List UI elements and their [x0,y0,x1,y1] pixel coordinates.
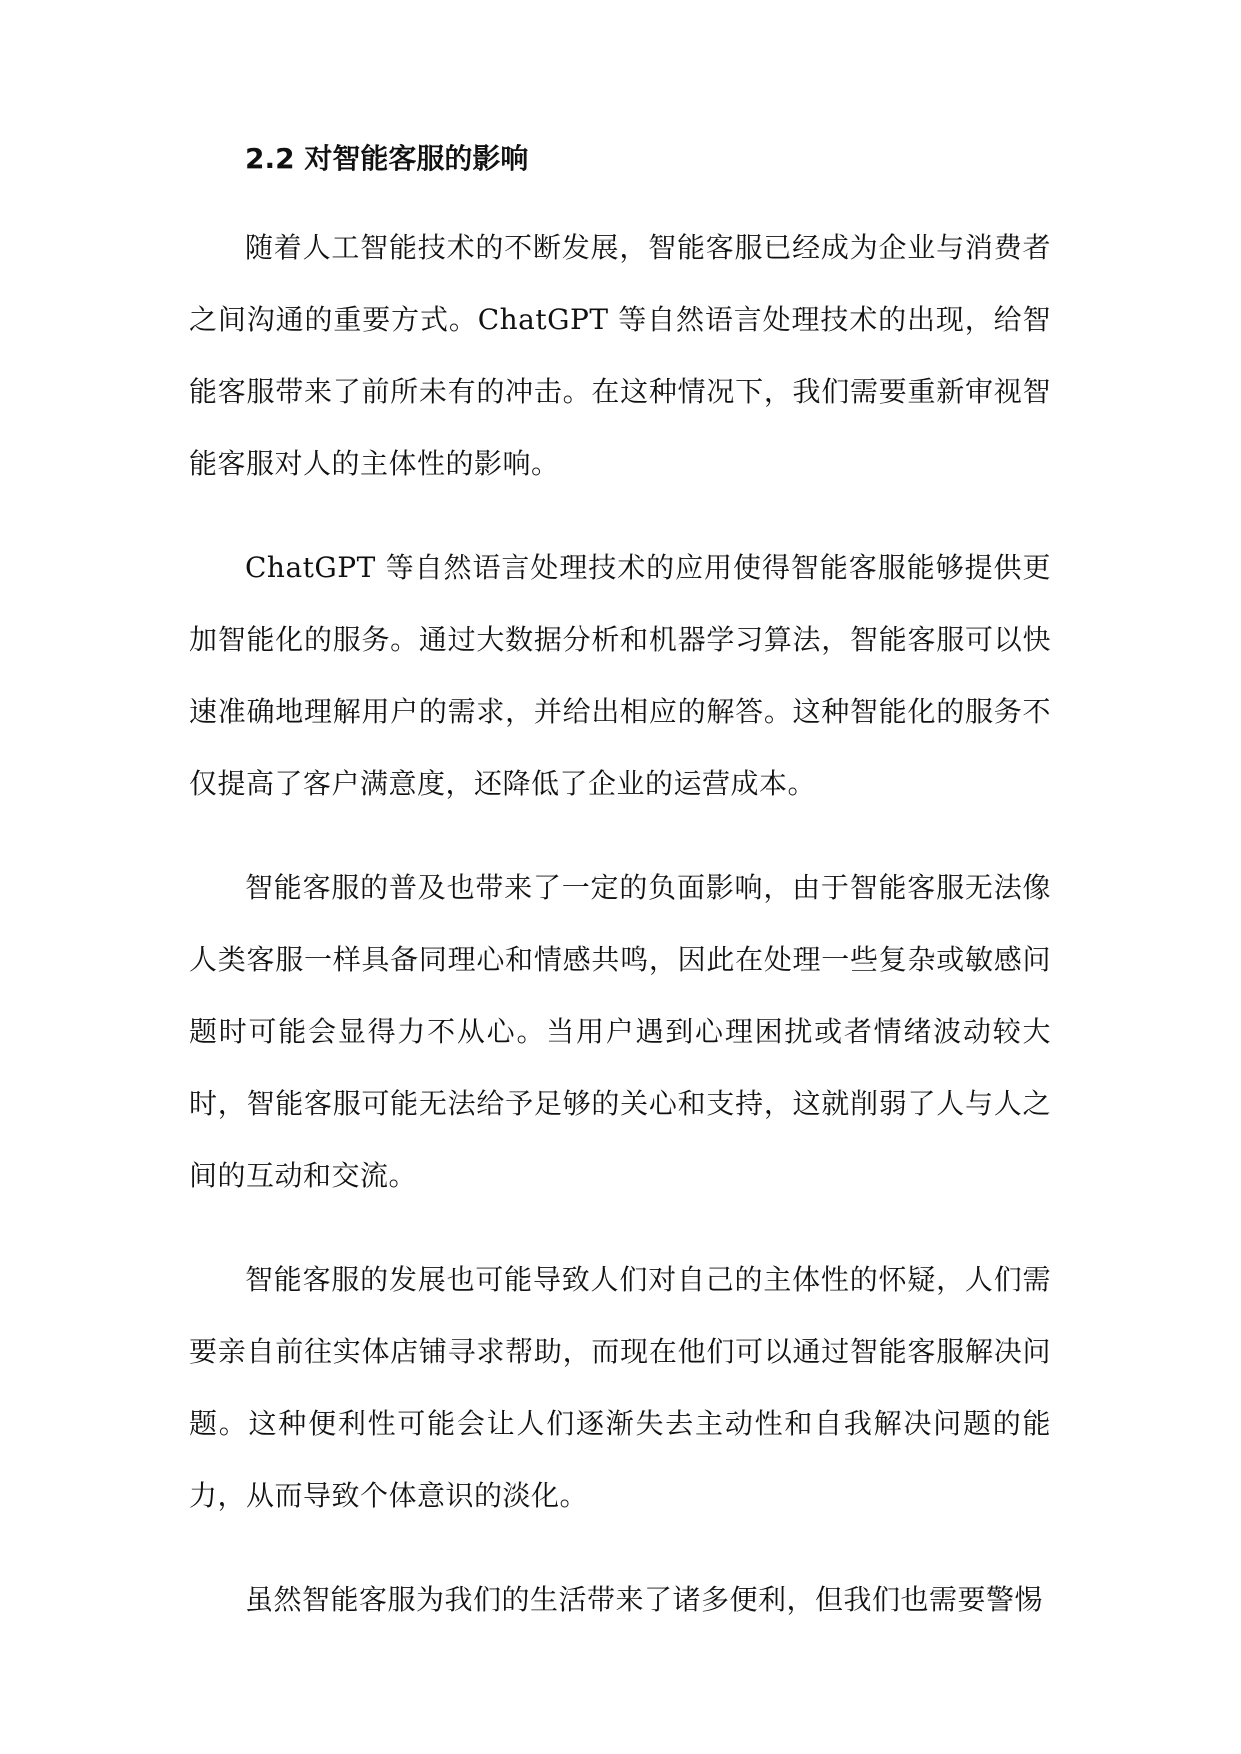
paragraph-3: 智能客服的普及也带来了一定的负面影响，由于智能客服无法像人类客服一样具备同理心和情感共鸣，因此在处理一些复杂或敏感问题时可能会显得力不从心。当用户遇到心理困扰或者情绪波动较大时，智能客服可能无法给予足够的关心和支持，这就削弱了人与人之间的互动和交流。 [189,871,1051,1192]
section-heading: 2.2 对智能客服的影响 [245,142,529,175]
paragraph-5: 虽然智能客服为我们的生活带来了诸多便利，但我们也需要警惕 [245,1583,1044,1616]
document-body [189,140,1051,1636]
paragraph-4: 智能客服的发展也可能导致人们对自己的主体性的怀疑，人们需要亲自前往实体店铺寻求帮助，而现在他们可以通过智能客服解决问题。这种便利性可能会让人们逐渐失去主动性和自我解决问题的能力，从而导致个体意识的淡化。 [189,1263,1051,1512]
paragraph-2: ChatGPT 等自然语言处理技术的应用使得智能客服能够提供更加智能化的服务。通过大数据分析和机器学习算法，智能客服可以快速准确地理解用户的需求，并给出相应的解答。这种智能化的服务不仅提高了客户满意度，还降低了企业的运营成本。 [189,551,1051,800]
paragraph-1: 随着人工智能技术的不断发展，智能客服已经成为企业与消费者之间沟通的重要方式。ChatGPT 等自然语言处理技术的出现，给智能客服带来了前所未有的冲击。在这种情况下，我们需要重新审视智能客服对人的主体性的影响。 [189,231,1051,480]
